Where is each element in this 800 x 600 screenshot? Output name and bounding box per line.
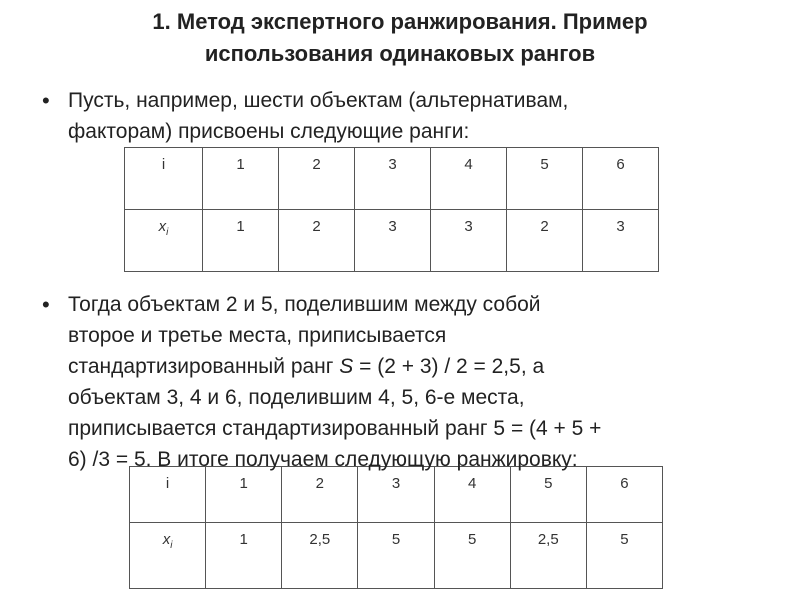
rank-var-subscript: i	[170, 540, 173, 551]
bullet-dot-icon: •	[42, 88, 50, 113]
rank-var: x	[158, 218, 167, 235]
bullet-explanation-line-3	[68, 351, 782, 382]
table-row	[125, 210, 659, 272]
ranks-table-standardized	[129, 466, 663, 589]
table-cell-index-label: i	[130, 467, 206, 523]
table-cell-index: 6	[586, 467, 662, 523]
table-cell-index: 3	[355, 148, 431, 210]
rank-var: x	[162, 531, 171, 548]
bullet-explanation-line-5: приписывается стандартизированный ранг 5 = (4 + 5 +	[68, 417, 602, 440]
table-cell-rank: 5	[358, 523, 434, 589]
table-cell-index: 6	[583, 148, 659, 210]
table-row	[125, 148, 659, 210]
bullet-explanation-line-1: Тогда объектам 2 и 5, поделившим между собой	[68, 293, 541, 316]
bullet-explanation	[42, 289, 782, 475]
title-line-1: 1. Метод экспертного ранжирования. Пример	[152, 9, 648, 34]
table-cell-rank: 1	[206, 523, 282, 589]
table-cell-rank: 3	[355, 210, 431, 272]
rank-var-subscript: i	[166, 227, 169, 238]
table-cell-index: 3	[358, 467, 434, 523]
ranks-table-initial	[124, 147, 659, 272]
table-cell-index: 5	[507, 148, 583, 210]
table-cell-index-label: i	[125, 148, 203, 210]
bullet-intro-line-1: Пусть, например, шести объектам (альтернативам,	[68, 89, 569, 112]
table-cell-index: 4	[431, 148, 507, 210]
table-cell-rank: 2	[279, 210, 355, 272]
table-cell-rank: 2	[507, 210, 583, 272]
bullet-intro-line-2: факторам) присвоены следующие ранги:	[68, 120, 470, 143]
table-cell-index: 2	[279, 148, 355, 210]
bullet-explanation-text	[68, 289, 782, 475]
table-cell-index: 1	[206, 467, 282, 523]
table-cell-index: 2	[282, 467, 358, 523]
bullet-explanation-line-4: объектам 3, 4 и 6, поделившим 4, 5, 6-е места,	[68, 386, 525, 409]
table-cell-rank: 5	[434, 523, 510, 589]
line3-part-b: = (2 + 3) / 2 = 2,5, а	[353, 355, 545, 378]
table-cell-index: 4	[434, 467, 510, 523]
formula-variable: S	[339, 355, 354, 378]
bullet-explanation-line-6: 6) /3 = 5. В итоге получаем следующую ранжировку:	[68, 448, 578, 471]
table-cell-rank: 2,5	[282, 523, 358, 589]
bullet-dot-icon: •	[42, 292, 50, 317]
table-cell-index: 5	[510, 467, 586, 523]
title-line-2: использования одинаковых рангов	[204, 41, 596, 66]
table-cell-rank: 3	[583, 210, 659, 272]
bullet-explanation-line-2: второе и третье места, приписывается	[68, 324, 447, 347]
table-cell-index: 1	[203, 148, 279, 210]
table-cell-rank-label	[130, 523, 206, 589]
bullet-intro-text	[68, 85, 782, 147]
table-cell-rank: 3	[431, 210, 507, 272]
slide-title	[0, 6, 800, 70]
table-cell-rank: 5	[586, 523, 662, 589]
table-cell-rank: 2,5	[510, 523, 586, 589]
table-row	[130, 523, 663, 589]
line3-part-a: стандартизированный ранг	[68, 355, 340, 378]
table-cell-rank: 1	[203, 210, 279, 272]
bullet-intro	[42, 85, 782, 147]
table-cell-rank-label	[125, 210, 203, 272]
